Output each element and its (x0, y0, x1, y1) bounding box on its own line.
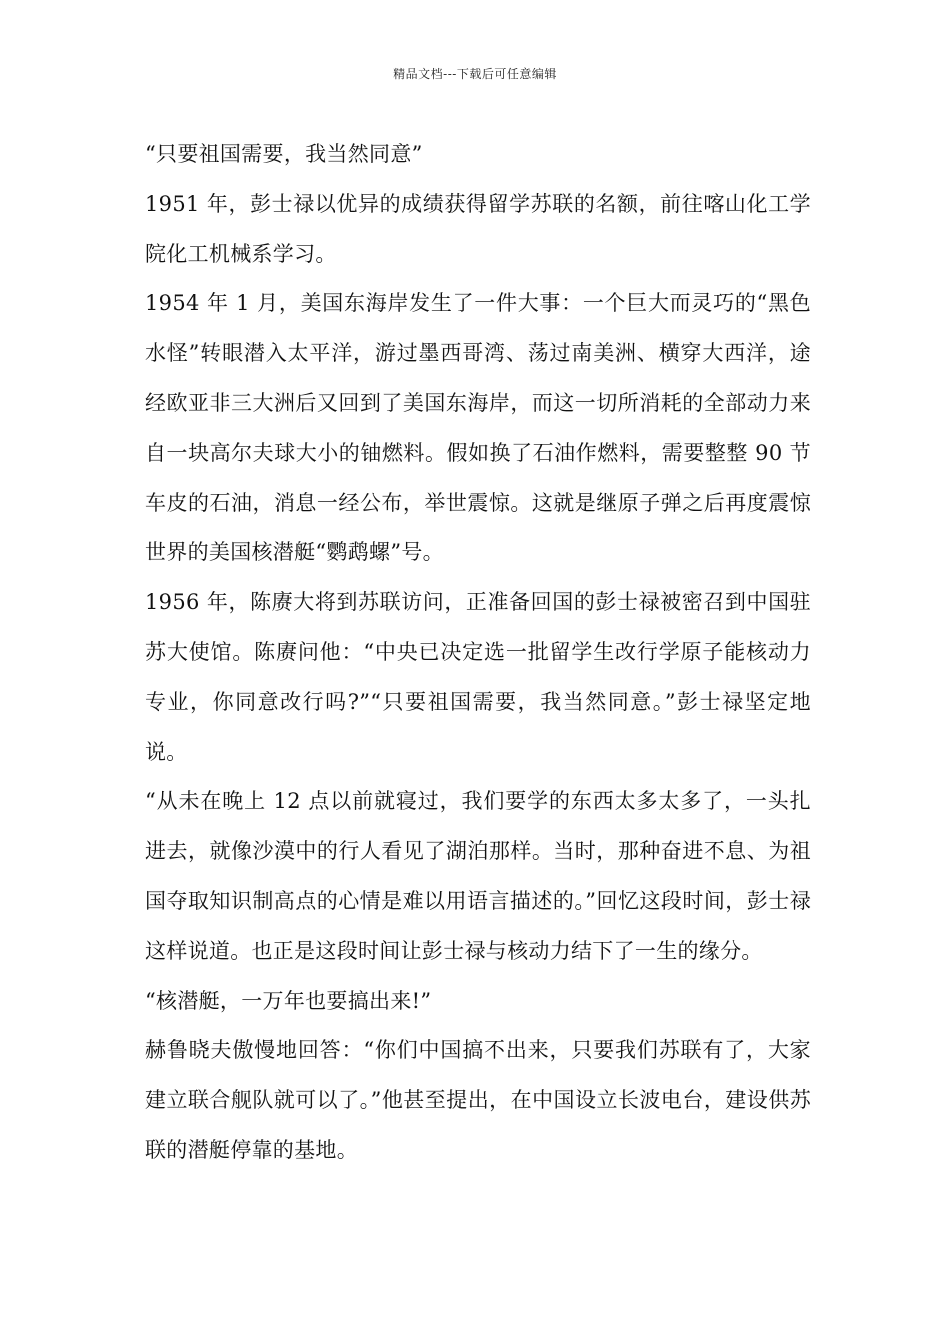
paragraph: 1954 年 1 月，美国东海岸发生了一件大事：一个巨大而灵巧的“黑色水怪”转眼潜入太平洋，游过墨西哥湾、荡过南美洲、横穿大西洋，途经欧亚非三大洲后又回到了美国东海岸，而这一切所消耗的全部动力来自一块高尔夫球大小的铀燃料。假如换了石油作燃料，需要整整 90 节车皮的石油，消息一经公布，举世震惊。这就是继原子弹之后再度震惊世界的美国核潜艇“鹦鹉螺”号。 (145, 291, 811, 565)
paragraph: 1956 年，陈赓大将到苏联访问，正准备回国的彭士禄被密召到中国驻苏大使馆。陈赓问他：“中央已决定选一批留学生改行学原子能核动力专业，你同意改行吗?”“只要祖国需要，我当然同意。”彭士禄坚定地说。 (145, 590, 811, 764)
document-body (145, 130, 811, 1176)
paragraph: “从未在晚上 12 点以前就寝过，我们要学的东西太多太多了，一头扎进去，就像沙漠中的行人看见了湖泊那样。当时，那种奋进不息、为祖国夺取知识制高点的心情是难以用语言描述的。”回忆这段时间，彭士禄这样说道。也正是这段时间让彭士禄与核动力结下了一生的缘分。 (145, 789, 811, 963)
section-heading: “核潜艇，一万年也要搞出来!” (145, 988, 432, 1013)
page-header: 精品文档---下载后可任意编辑 (393, 67, 557, 81)
paragraph: 1951 年，彭士禄以优异的成绩获得留学苏联的名额，前往喀山化工学院化工机械系学习。 (145, 191, 811, 266)
section-heading: “只要祖国需要，我当然同意” (145, 142, 423, 166)
paragraph: 赫鲁晓夫傲慢地回答：“你们中国搞不出来，只要我们苏联有了，大家建立联合舰队就可以了。”他甚至提出，在中国设立长波电台，建设供苏联的潜艇停靠的基地。 (145, 1038, 811, 1162)
